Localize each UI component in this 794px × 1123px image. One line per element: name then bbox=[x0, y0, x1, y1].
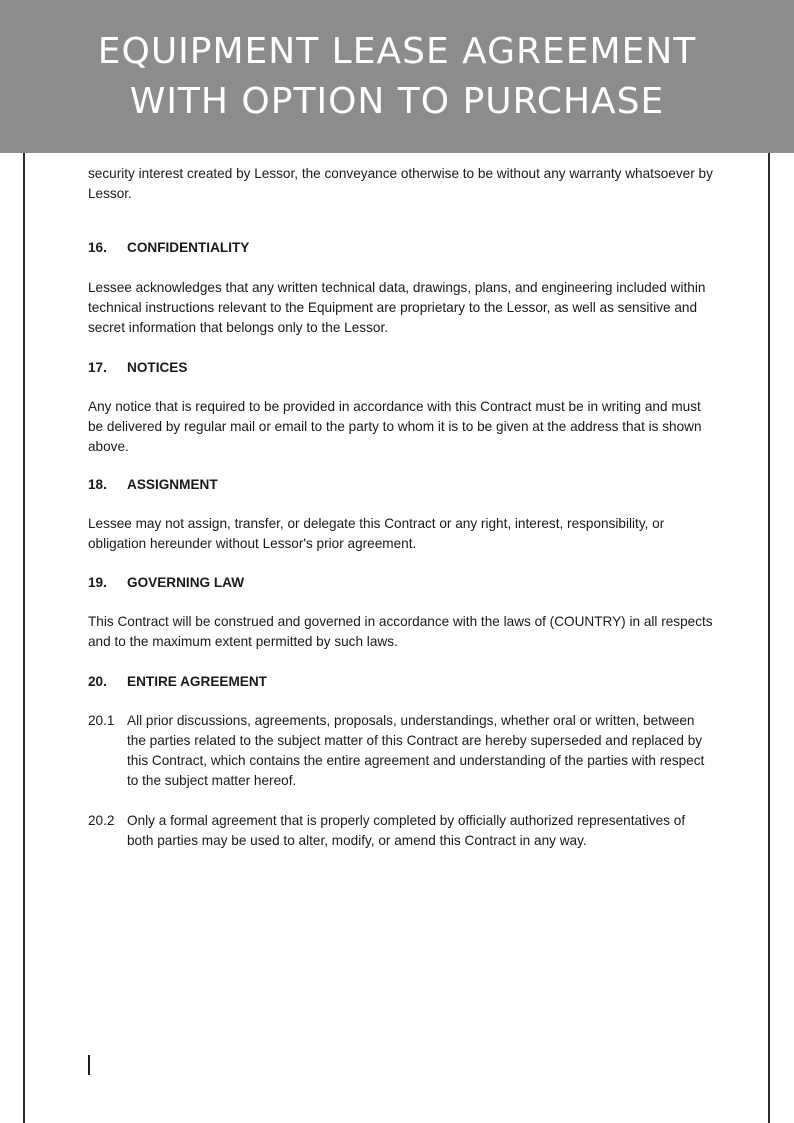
subsection-text: All prior discussions, agreements, proposals, understandings, whether oral or written, between the parties related to the subject matter of this Contract are hereby superseded and replaced by this Contract, which contains the entire agreement and understanding of the parties with respect to the subject matter hereof. bbox=[127, 713, 705, 788]
banner-title-line-1: EQUIPMENT LEASE AGREEMENT bbox=[97, 31, 697, 72]
section-17-heading bbox=[88, 358, 713, 378]
section-18-heading bbox=[88, 475, 713, 495]
text-cursor bbox=[88, 1055, 90, 1075]
page-left-edge bbox=[23, 153, 25, 1123]
subsection-20-2 bbox=[88, 811, 713, 851]
subsection-number: 20.1 bbox=[88, 713, 115, 728]
section-18-body: Lessee may not assign, transfer, or delegate this Contract or any right, interest, responsibility, or obligation hereunder without Lessor's prior agreement. bbox=[88, 516, 665, 551]
section-19-heading bbox=[88, 573, 713, 593]
section-number: 18. bbox=[88, 477, 107, 492]
section-number: 19. bbox=[88, 575, 107, 590]
section-17-body: Any notice that is required to be provided in accordance with this Contract must be in writing and must be delivered by regular mail or email to the party to whom it is to be given at the address that is shown above. bbox=[88, 399, 702, 454]
section-title: CONFIDENTIALITY bbox=[127, 240, 250, 255]
section-number: 20. bbox=[88, 674, 107, 689]
section-title: ENTIRE AGREEMENT bbox=[127, 674, 267, 689]
subsection-20-1 bbox=[88, 711, 713, 791]
section-number: 17. bbox=[88, 360, 107, 375]
section-16-heading bbox=[88, 238, 713, 258]
intro-paragraph: security interest created by Lessor, the conveyance otherwise to be without any warranty whatsoever by Lessor. bbox=[88, 166, 713, 201]
banner-title-line-2: WITH OPTION TO PURCHASE bbox=[129, 81, 665, 122]
subsection-text: Only a formal agreement that is properly completed by officially authorized representatives of both parties may be used to alter, modify, or amend this Contract in any way. bbox=[127, 813, 686, 848]
section-title: GOVERNING LAW bbox=[127, 575, 245, 590]
subsection-number: 20.2 bbox=[88, 813, 115, 828]
document-body bbox=[88, 164, 713, 851]
section-title: ASSIGNMENT bbox=[127, 477, 218, 492]
section-title: NOTICES bbox=[127, 360, 188, 375]
section-19-body: This Contract will be construed and governed in accordance with the laws of (COUNTRY) in all respects and to the maximum extent permitted by such laws. bbox=[88, 614, 713, 649]
section-number: 16. bbox=[88, 240, 107, 255]
page-right-edge bbox=[768, 153, 770, 1123]
section-16-body: Lessee acknowledges that any written technical data, drawings, plans, and engineering included within technical instructions relevant to the Equipment are proprietary to the Lessor, as well as sensitive and secret information that belongs only to the Lessor. bbox=[88, 280, 706, 335]
section-20-heading bbox=[88, 672, 713, 692]
title-banner bbox=[0, 0, 794, 153]
